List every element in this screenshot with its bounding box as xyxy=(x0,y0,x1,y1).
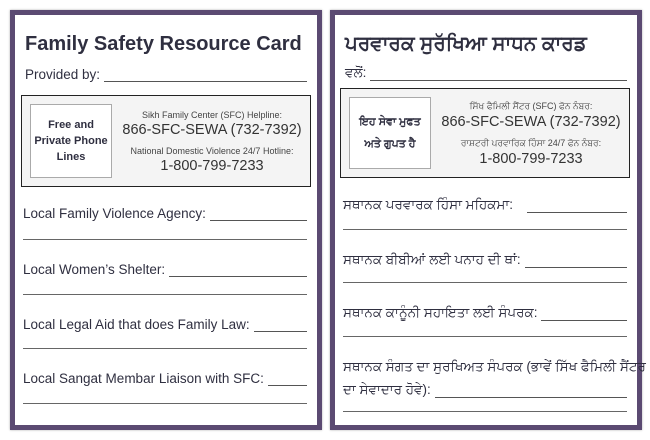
provided-by-field[interactable] xyxy=(345,65,627,81)
provided-by-label: Provided by: xyxy=(25,67,101,82)
field-label: Local Family Violence Agency: xyxy=(23,206,206,221)
blank-line[interactable] xyxy=(435,385,627,398)
punjabi-resource-card xyxy=(330,10,646,430)
blank-line[interactable] xyxy=(210,208,307,221)
field-sangat-contact-cont[interactable] xyxy=(343,382,627,398)
ndv-hotline-number: 1-800-799-7233 xyxy=(479,151,583,167)
phone-lines-box xyxy=(21,95,311,187)
blank-line[interactable] xyxy=(343,229,627,230)
blank-line[interactable] xyxy=(343,411,627,412)
blank-line[interactable] xyxy=(169,264,307,277)
field-sangat-contact xyxy=(343,359,646,375)
phone-lines-box xyxy=(340,88,630,178)
card-title: ਪਰਵਾਰਕ ਸੁਰੱਖਿਆ ਸਾਧਨ ਕਾਰਡ xyxy=(345,33,587,55)
sfc-helpline-label: ਸਿੱਖ ਫੈਮਿਲੀ ਸੈਂਟਰ (SFC) ਫੋਨ ਨੰਬਰ: xyxy=(469,101,593,111)
ndv-hotline-label: ਰਾਸ਼ਟਰੀ ਪਰਵਾਰਿਕ ਹਿੰਸਾ 24/7 ਫੋਨ ਨੰਬਰ: xyxy=(460,138,602,148)
free-private-label xyxy=(349,97,431,169)
label-line: ਇਹ ਸੇਵਾ ਮੁਫਤ xyxy=(359,116,421,128)
blank-line[interactable] xyxy=(268,373,307,386)
blank-line[interactable] xyxy=(254,319,307,332)
field-label: ਸਥਾਨਕ ਸੰਗਤ ਦਾ ਸੁਰਖਿਅਤ ਸੰਪਰਕ (ਭਾਵੇਂ ਸਿੱਖ ਫੈਮਿਲੀ ਸੈਂਟਰ xyxy=(343,359,646,374)
field-label: ਸਥਾਨਕ ਪਰਵਾਰਕ ਹਿੰਸਾ ਮਹਿਕਮਾ: xyxy=(343,197,513,212)
sfc-helpline-number: 866-SFC-SEWA (732-7392) xyxy=(122,122,302,138)
sfc-helpline-label: Sikh Family Center (SFC) Helpline: xyxy=(141,110,283,120)
free-private-label: Free and Private Phone Lines xyxy=(30,104,112,178)
field-label: ਸਥਾਨਕ ਬੀਬੀਆਂ ਲਈ ਪਨਾਹ ਦੀ ਥਾਂ: xyxy=(343,252,521,267)
field-label: ਦਾ ਸੇਵਾਦਾਰ ਹੋਵੇ): xyxy=(343,382,431,397)
blank-line[interactable] xyxy=(541,308,627,321)
ndv-hotline-label: National Domestic Violence 24/7 Hotline: xyxy=(130,146,294,156)
blank-line[interactable] xyxy=(525,255,627,268)
blank-line[interactable] xyxy=(343,336,627,337)
blank-line[interactable] xyxy=(343,282,627,283)
card-title: Family Safety Resource Card xyxy=(25,33,302,55)
english-resource-card xyxy=(10,10,322,430)
field-sangat-liaison[interactable] xyxy=(23,371,307,386)
blank-line[interactable] xyxy=(104,69,307,82)
field-family-violence-agency[interactable] xyxy=(23,206,307,221)
provided-by-field[interactable] xyxy=(25,67,307,82)
field-label: Local Legal Aid that does Family Law: xyxy=(23,317,250,332)
blank-line[interactable] xyxy=(23,294,307,295)
blank-line[interactable] xyxy=(370,68,627,81)
ndv-hotline-number: 1-800-799-7233 xyxy=(160,158,264,174)
field-label: ਸਥਾਨਕ ਕਾਨੂੰਨੀ ਸਹਾਇਤਾ ਲਈ ਸੰਪਰਕ: xyxy=(343,305,538,320)
blank-line[interactable] xyxy=(527,200,627,213)
field-label: Local Women’s Shelter: xyxy=(23,262,166,277)
sfc-helpline-number: 866-SFC-SEWA (732-7392) xyxy=(441,114,621,130)
blank-line[interactable] xyxy=(23,348,307,349)
field-legal-aid[interactable] xyxy=(23,317,307,332)
field-womens-shelter[interactable] xyxy=(23,262,307,277)
field-legal-aid[interactable] xyxy=(343,305,627,321)
blank-line[interactable] xyxy=(23,239,307,240)
provided-by-label: ਵਲੋਂ: xyxy=(345,65,367,80)
field-family-violence-agency[interactable] xyxy=(343,197,627,213)
field-womens-shelter[interactable] xyxy=(343,252,627,268)
blank-line[interactable] xyxy=(23,403,307,404)
label-line: ਅਤੇ ਗੁਪਤ ਹੈ xyxy=(364,138,416,150)
field-label: Local Sangat Membar Liaison with SFC: xyxy=(23,371,264,386)
